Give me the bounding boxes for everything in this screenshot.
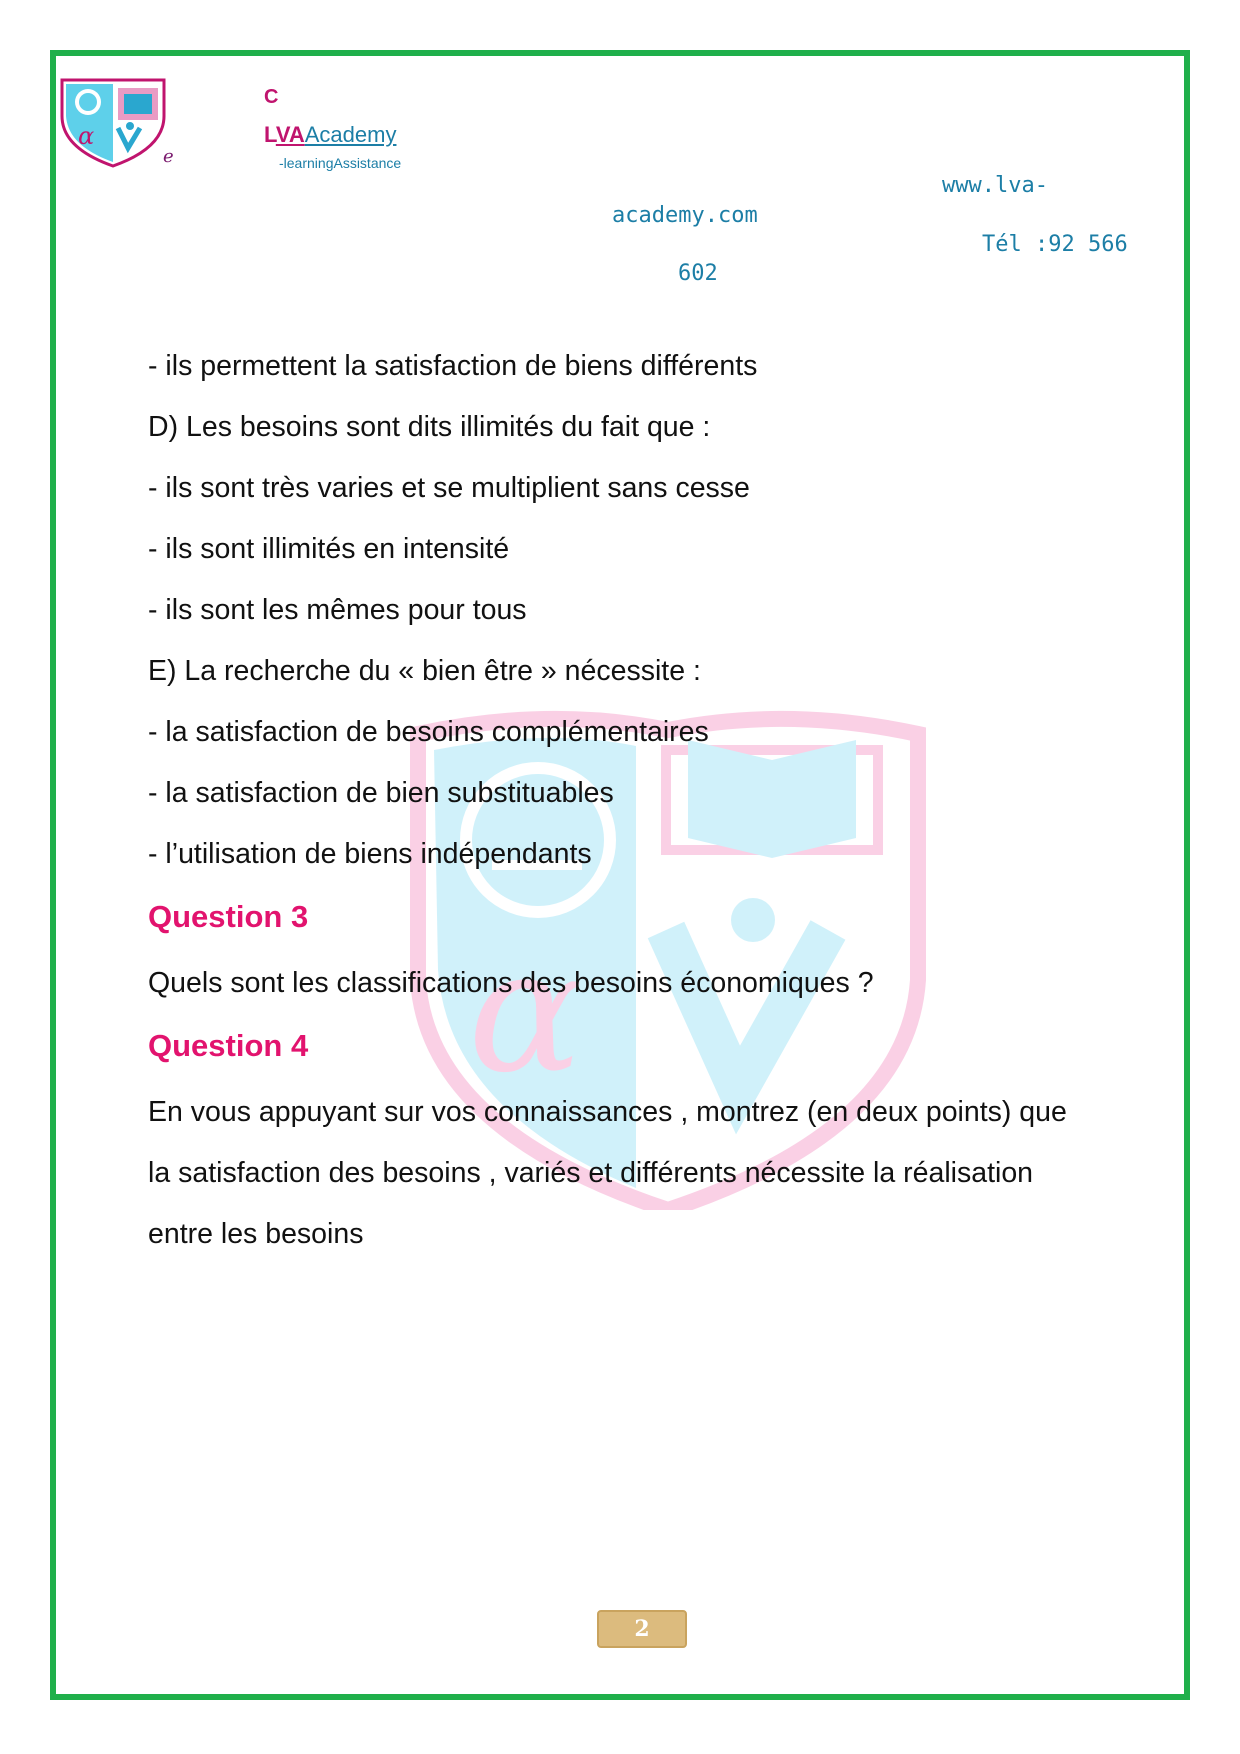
lva-academy-logo (58, 76, 168, 168)
text-line: D) Les besoins sont dits illimités du fait que : (148, 411, 711, 443)
brand-va: VA (275, 122, 305, 147)
question-3-heading: Question 3 (148, 899, 309, 934)
text-line: - l’utilisation de biens indépendants (148, 838, 592, 870)
phone-number-suffix: 602 (678, 261, 718, 286)
svg-text:α: α (78, 122, 95, 150)
website-url-part1: www.lva- (942, 173, 1048, 198)
phone-number-prefix: Tél :92 566 (982, 232, 1128, 257)
document-body (148, 336, 1138, 1265)
question-4-heading: Question 4 (148, 1028, 309, 1063)
brand-letter-c: C (264, 86, 279, 108)
text-line: - la satisfaction de besoins complémentaires (148, 716, 709, 748)
text-line: - la satisfaction de bien substituables (148, 777, 614, 809)
website-url-part2: academy.com (612, 203, 758, 228)
text-line: - ils sont très varies et se multiplient sans cesse (148, 472, 750, 504)
text-line: E) La recherche du « bien être » nécessite : (148, 655, 701, 687)
question-4-text: la satisfaction des besoins , variés et différents nécessite la réalisation (148, 1157, 1034, 1189)
text-line: - ils sont illimités en intensité (148, 533, 510, 565)
logo-e-letter: e (163, 146, 174, 167)
svg-text:α: α (468, 913, 583, 1111)
brand-name (264, 122, 396, 148)
question-4-text: entre les besoins (148, 1218, 364, 1250)
question-3-text: Quels sont les classifications des besoins économiques ? (148, 967, 874, 999)
brand-academy: Academy (304, 122, 397, 147)
brand-lv: L (264, 122, 276, 147)
text-line: - ils permettent la satisfaction de biens différents (148, 350, 758, 382)
question-4-text: En vous appuyant sur vos connaissances , montrez (en deux points) que (148, 1096, 1067, 1128)
brand-subtitle: -learningAssistance (279, 155, 402, 171)
text-line: - ils sont les mêmes pour tous (148, 594, 527, 626)
page-number: 2 (597, 1610, 687, 1648)
